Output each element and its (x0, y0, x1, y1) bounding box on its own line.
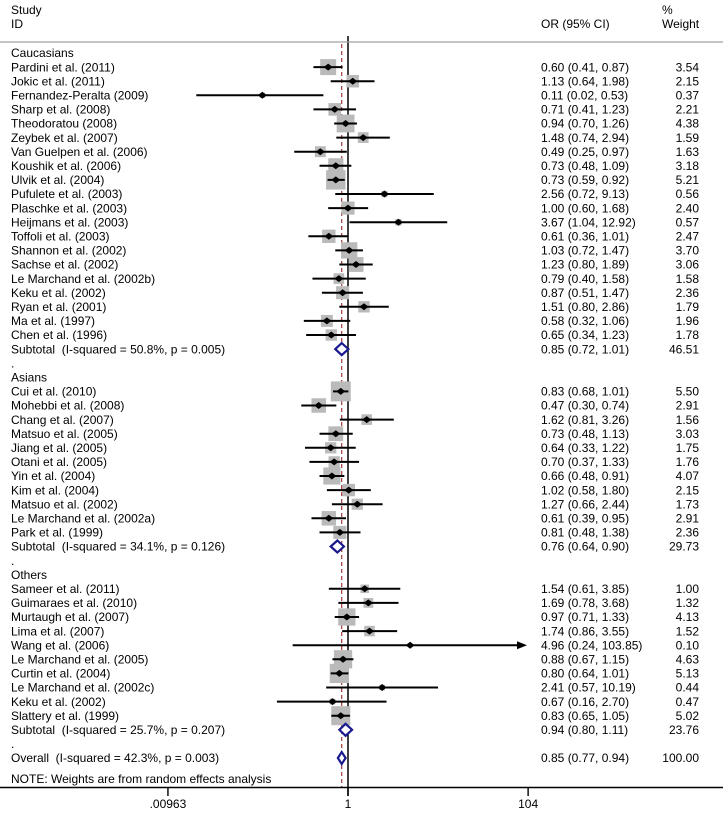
or-ci-value: 1.13 (0.64, 1.98) (541, 74, 630, 89)
or-ci-value: 0.85 (0.77, 0.94) (541, 751, 630, 766)
weight-value: 0.37 (675, 88, 699, 103)
weight-value: 1.75 (675, 441, 699, 455)
weight-value: 4.38 (675, 116, 699, 131)
weight-value: 1.76 (675, 455, 699, 470)
study-label: Sharp et al. (2008) (11, 102, 111, 117)
study-label: Shannon et al. (2002) (11, 243, 127, 258)
or-ci-value: 4.96 (0.24, 103.85) (541, 638, 643, 653)
study-label: Pufulete et al. (2003) (11, 187, 123, 202)
weight-value: 2.36 (675, 525, 699, 540)
or-ci-value: 1.54 (0.61, 3.85) (541, 582, 630, 596)
point-estimate-marker (378, 684, 387, 691)
study-label: Ryan et al. (2001) (11, 300, 107, 314)
weight-value: 0.44 (675, 680, 699, 695)
or-ci-value: 0.87 (0.51, 1.47) (541, 285, 630, 300)
weight-value: 1.52 (675, 624, 699, 639)
or-ci-value: 0.83 (0.68, 1.01) (541, 384, 630, 399)
weight-value: 1.73 (675, 497, 699, 512)
or-ci-value: 2.41 (0.57, 10.19) (541, 680, 636, 695)
weight-value: 1.63 (675, 144, 699, 159)
axis-ticks-layer (150, 788, 539, 812)
weight-value: 3.18 (675, 159, 699, 173)
weight-value: 2.15 (675, 483, 699, 498)
or-ci-value: 1.23 (0.80, 1.89) (541, 257, 630, 272)
study-label: Chang et al. (2007) (11, 412, 114, 427)
or-ci-value: 0.70 (0.37, 1.33) (541, 455, 630, 470)
or-ci-value: 0.65 (0.34, 1.23) (541, 328, 630, 343)
study-label: Jokic et al. (2011) (11, 74, 105, 89)
point-estimate-marker (258, 92, 267, 99)
or-ci-value: 1.62 (0.81, 3.26) (541, 412, 630, 427)
weight-value: 2.40 (675, 201, 699, 216)
weight-value: 4.13 (675, 610, 699, 625)
or-ci-value: 1.02 (0.58, 1.80) (541, 483, 630, 498)
group-label: Others (11, 567, 48, 582)
study-label: Kim et al. (2004) (11, 483, 100, 498)
study-label: Le Marchand et al. (2002a) (11, 511, 156, 526)
or-ci-value: 0.73 (0.48, 1.09) (541, 159, 630, 173)
weights-note: NOTE: Weights are from random effects analysis (11, 772, 272, 786)
weight-value: 29.73 (668, 539, 699, 554)
weight-value: 3.70 (675, 243, 699, 258)
or-ci-value: 1.00 (0.60, 1.68) (541, 201, 630, 216)
estimates-layer (196, 64, 527, 764)
or-ci-value: 0.94 (0.80, 1.11) (541, 723, 629, 737)
study-label: Heijmans et al. (2003) (11, 215, 129, 230)
weight-value: 23.76 (668, 723, 699, 737)
study-label: Fernandez-Peralta (2009) (11, 88, 149, 103)
study-label: Lima et al. (2007) (11, 624, 105, 639)
study-label: Zeybek et al. (2007) (11, 130, 118, 145)
or-ci-value: 1.74 (0.86, 3.55) (541, 624, 630, 639)
study-label: Otani et al. (2005) (11, 455, 108, 470)
separator-dot: . (11, 553, 15, 568)
study-label: Le Marchand et al. (2002b) (11, 271, 156, 286)
or-ci-value: 2.56 (0.72, 9.13) (541, 187, 630, 202)
axis-tick-label: .00963 (149, 797, 187, 811)
study-label: Theodoratou (2008) (11, 116, 118, 131)
weight-value: 3.03 (675, 426, 699, 441)
or-ci-value: 0.83 (0.65, 1.05) (541, 708, 630, 723)
weight-value: 0.47 (675, 694, 699, 709)
study-label: Chen et al. (1996) (11, 328, 108, 343)
weight-column-header: Weight (662, 17, 700, 31)
or-ci-value: 0.81 (0.48, 1.38) (541, 525, 630, 540)
overall-diamond (338, 752, 346, 764)
or-column-header: OR (95% CI) (541, 17, 610, 31)
or-ci-value: 0.71 (0.41, 1.23) (541, 102, 630, 117)
weight-value: 1.59 (675, 130, 699, 145)
or-ci-value: 0.73 (0.59, 0.92) (541, 173, 630, 188)
or-ci-value: 1.03 (0.72, 1.47) (541, 243, 630, 258)
or-ci-value: 0.66 (0.48, 0.91) (541, 469, 630, 484)
weight-value: 2.21 (675, 102, 699, 117)
point-estimate-marker (406, 642, 415, 649)
or-ci-value: 0.61 (0.39, 0.95) (541, 511, 630, 526)
weight-column-header-pct: % (662, 3, 673, 17)
weight-value: 1.79 (675, 300, 699, 314)
study-label: Keku et al. (2002) (11, 285, 106, 300)
weight-value: 100.00 (662, 751, 699, 766)
weight-value: 5.13 (675, 666, 699, 681)
weight-value: 5.50 (675, 384, 699, 399)
axis-tick-label: 1 (344, 797, 352, 811)
or-ci-value: 0.80 (0.64, 1.01) (541, 666, 630, 681)
study-label: Jiang et al. (2005) (11, 441, 108, 455)
study-label: Wang et al. (2006) (11, 638, 110, 653)
or-ci-value: 0.73 (0.48, 1.13) (541, 426, 630, 441)
study-label: Guimaraes et al. (2010) (11, 596, 138, 611)
study-label: Cui et al. (2010) (11, 384, 97, 399)
study-label: Toffoli et al. (2003) (11, 229, 110, 244)
weight-value: 2.47 (675, 229, 699, 244)
weight-value: 5.02 (675, 708, 699, 723)
weight-value: 1.96 (675, 314, 699, 329)
study-label: Plaschke et al. (2003) (11, 201, 128, 216)
weight-value: 0.56 (675, 187, 699, 202)
or-ci-value: 1.48 (0.74, 2.94) (541, 130, 630, 145)
weight-value: 1.00 (675, 582, 699, 596)
weight-value: 2.91 (675, 398, 699, 413)
or-ci-value: 0.85 (0.72, 1.01) (541, 342, 630, 357)
weight-value: 1.78 (675, 328, 699, 343)
study-label: Ma et al. (1997) (11, 314, 96, 329)
study-label: Pardini et al. (2011) (11, 60, 115, 75)
weight-value: 1.58 (675, 271, 699, 286)
study-label: Matsuo et al. (2002) (11, 497, 118, 512)
weight-value: 4.63 (675, 652, 699, 667)
separator-dot: . (11, 356, 15, 371)
separator-dot: . (11, 737, 15, 752)
arrow-right-icon (517, 641, 527, 649)
overall-label: Overall (I-squared = 42.3%, p = 0.003) (11, 751, 220, 766)
or-ci-value: 0.11 (0.02, 0.53) (541, 88, 629, 103)
or-ci-value: 0.47 (0.30, 0.74) (541, 398, 630, 413)
subtotal-label: Subtotal (I-squared = 50.8%, p = 0.005) (11, 342, 226, 357)
study-label: Murtaugh et al. (2007) (11, 610, 130, 625)
or-ci-value: 0.60 (0.41, 0.87) (541, 60, 630, 75)
or-ci-value: 0.79 (0.40, 1.58) (541, 271, 630, 286)
point-estimate-marker (328, 698, 337, 705)
study-label: Park et al. (1999) (11, 525, 104, 540)
row-text-layer (11, 46, 699, 765)
group-label: Caucasians (11, 46, 74, 61)
study-label: Koushik et al. (2006) (11, 159, 122, 173)
study-column-header-line2: ID (11, 17, 23, 31)
subtotal-label: Subtotal (I-squared = 34.1%, p = 0.126) (11, 539, 226, 554)
study-column-header-line1: Study (11, 3, 42, 17)
or-ci-value: 0.64 (0.33, 1.22) (541, 441, 630, 455)
weight-value: 2.36 (675, 285, 699, 300)
or-ci-value: 0.58 (0.32, 1.06) (541, 314, 630, 329)
study-label: Mohebbi et al. (2008) (11, 398, 125, 413)
group-label: Asians (11, 370, 48, 385)
weight-value: 3.06 (675, 257, 699, 272)
study-label: Le Marchand et al. (2002c) (11, 680, 155, 695)
subtotal-diamond (335, 343, 348, 355)
or-ci-value: 1.27 (0.66, 2.44) (541, 497, 630, 512)
weight-value: 1.56 (675, 412, 699, 427)
or-ci-value: 0.49 (0.25, 0.97) (541, 144, 630, 159)
study-label: Sameer et al. (2011) (11, 582, 120, 596)
weight-value: 5.21 (675, 173, 699, 188)
weight-value: 4.07 (675, 469, 699, 484)
or-ci-value: 0.97 (0.71, 1.33) (541, 610, 630, 625)
subtotal-label: Subtotal (I-squared = 25.7%, p = 0.207) (11, 723, 226, 737)
study-label: Slattery et al. (1999) (11, 708, 120, 723)
weight-value: 0.57 (675, 215, 699, 230)
study-label: Matsuo et al. (2005) (11, 426, 118, 441)
weight-value: 0.10 (675, 638, 699, 653)
study-label: Yin et al. (2004) (11, 469, 96, 484)
or-ci-value: 0.76 (0.64, 0.90) (541, 539, 630, 554)
study-label: Keku et al. (2002) (11, 694, 106, 709)
weight-value: 1.32 (675, 596, 699, 611)
weight-value: 2.15 (675, 74, 699, 89)
study-label: Van Guelpen et al. (2006) (11, 144, 148, 159)
weight-value: 3.54 (675, 60, 699, 75)
weight-value: 2.91 (675, 511, 699, 526)
or-ci-value: 1.69 (0.78, 3.68) (541, 596, 630, 611)
or-ci-value: 0.61 (0.36, 1.01) (541, 229, 630, 244)
axis-tick-label: 104 (518, 797, 539, 811)
study-label: Sachse et al. (2002) (11, 257, 119, 272)
or-ci-value: 3.67 (1.04, 12.92) (541, 215, 636, 230)
study-label: Curtin et al. (2004) (11, 666, 111, 681)
or-ci-value: 0.94 (0.70, 1.26) (541, 116, 630, 131)
study-label: Ulvik et al. (2004) (11, 173, 105, 188)
or-ci-value: 1.51 (0.80, 2.86) (541, 300, 630, 314)
study-label: Le Marchand et al. (2005) (11, 652, 149, 667)
or-ci-value: 0.88 (0.67, 1.15) (541, 652, 630, 667)
weight-value: 46.51 (668, 342, 699, 357)
or-ci-value: 0.67 (0.16, 2.70) (541, 694, 630, 709)
